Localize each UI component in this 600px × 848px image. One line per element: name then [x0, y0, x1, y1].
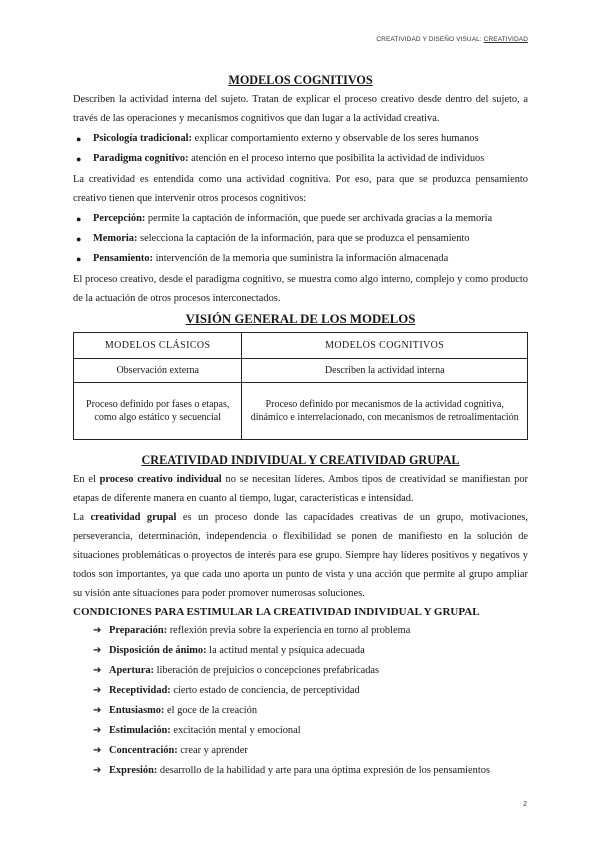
definition: desarrollo de la habilidad y arte para una óptima expresión de los pensamientos: [157, 765, 490, 776]
arrow-icon: ➔: [93, 685, 102, 696]
list-item: [73, 249, 528, 269]
term: Concentración:: [109, 745, 178, 756]
bullet-icon: ●: [76, 134, 82, 144]
list-item: [93, 761, 528, 781]
paragraph-creatividad-grupal: [73, 508, 528, 603]
list-item: [93, 701, 528, 721]
arrow-icon: ➔: [93, 765, 102, 776]
bullet-icon: ●: [76, 214, 82, 224]
bold-term: proceso creativo individual: [99, 474, 222, 485]
section-title-creatividad: CREATIVIDAD INDIVIDUAL Y CREATIVIDAD GRUPAL: [141, 453, 460, 467]
arrow-icon: ➔: [93, 665, 102, 676]
definition: cierto estado de conciencia, de perceptividad: [170, 685, 360, 696]
definition: intervención de la memoria que suministra la información almacenada: [153, 253, 449, 264]
definition: crear y aprender: [177, 745, 248, 756]
header-prefix: CREATIVIDAD Y DISEÑO VISUAL:: [376, 36, 484, 43]
list-item: [73, 229, 528, 249]
term: Entusiasmo:: [109, 705, 165, 716]
section-title-vision-general: VISIÓN GENERAL DE LOS MODELOS: [185, 312, 416, 326]
paragraph-creatividad-individual: [73, 470, 528, 508]
list-item: [93, 681, 528, 701]
paragraph-proceso-creativo: El proceso creativo, desde el paradigma cognitivo, se muestra como algo interno, complejo y como producto de la actuación de otros procesos interconectados.: [73, 274, 528, 304]
term: Expresión:: [109, 765, 158, 776]
term: Paradigma cognitivo:: [93, 153, 189, 164]
term: Receptividad:: [109, 685, 171, 696]
definition: atención en el proceso interno que posibilita la actividad de individuos: [188, 153, 485, 164]
bullet-icon: ●: [76, 254, 82, 264]
arrow-icon: ➔: [93, 645, 102, 656]
table-header-cell: MODELOS CLÁSICOS: [74, 333, 242, 359]
bold-term: creatividad grupal: [90, 512, 177, 523]
table-row: [74, 359, 528, 383]
text-run: La: [73, 512, 91, 523]
section-title-modelos-cognitivos: MODELOS COGNITIVOS: [228, 73, 373, 87]
definition: reflexión previa sobre la experiencia en torno al problema: [167, 625, 411, 636]
term: Apertura:: [109, 665, 155, 676]
definition: permite la captación de información, que puede ser archivada gracias a la memoria: [145, 213, 493, 224]
paragraph-creatividad-cognitiva: La creatividad es entendida como una actividad cognitiva. Por eso, para que se produzca pensamiento creativo tienen que intervenir otros procesos cognitivos:: [73, 174, 528, 204]
table-cell: Observación externa: [74, 359, 242, 383]
list-item: [93, 661, 528, 681]
text-run: En el: [73, 474, 100, 485]
list-item: [93, 641, 528, 661]
list-item: [93, 741, 528, 761]
conditions-list: [73, 621, 528, 781]
definition: excitación mental y emocional: [170, 725, 301, 736]
list-item: [73, 129, 528, 149]
table-header-cell: MODELOS COGNITIVOS: [242, 333, 528, 359]
text-run: es un proceso donde las capacidades creativas de un grupo, motivaciones, perseverancia, determinación, independencia o flexibilidad se ponen de manifiesto en la solución de situaciones problemáticas o proyectos de interés para ese grupo. Siempre hay líderes positivos y negativos y todos son importantes, ya que cada uno aporta un punto de vista y una acción que permite al grupo ampliar su visión ante situaciones para poder promover numerosas soluciones.: [73, 512, 529, 599]
arrow-icon: ➔: [93, 625, 102, 636]
bullet-icon: ●: [76, 234, 82, 244]
text-run: no se necesitan líderes. Ambos tipos de creatividad se manifiestan por etapas de diferente manera en cuanto al tiempo, lugar, características e intensidad.: [73, 474, 528, 504]
table-cell: Describen la actividad interna: [242, 359, 528, 383]
term: Percepción:: [93, 213, 146, 224]
page-number: 2: [523, 801, 527, 808]
term: Disposición de ánimo:: [109, 645, 207, 656]
list-item: [73, 149, 528, 169]
bullet-list-processes: [73, 209, 528, 269]
table-cell: Proceso definido por fases o etapas, como algo estático y secuencial: [74, 383, 242, 440]
term: Memoria:: [93, 233, 138, 244]
list-item: [93, 621, 528, 641]
arrow-icon: ➔: [93, 745, 102, 756]
header-link[interactable]: CREATIVIDAD: [483, 36, 528, 43]
definition: la actitud mental y psíquica adecuada: [206, 645, 365, 656]
table-row: [74, 383, 528, 440]
term: Pensamiento:: [93, 253, 154, 264]
bullet-icon: ●: [76, 154, 82, 164]
bullet-list-paradigms: [73, 129, 528, 169]
arrow-icon: ➔: [93, 705, 102, 716]
term: Estimulación:: [109, 725, 171, 736]
running-header: [376, 36, 528, 43]
definition: selecciona la captación de la información, para que se produzca el pensamiento: [137, 233, 470, 244]
subsection-title-condiciones: CONDICIONES PARA ESTIMULAR LA CREATIVIDAD INDIVIDUAL Y GRUPAL: [73, 606, 480, 618]
arrow-icon: ➔: [93, 725, 102, 736]
list-item: [93, 721, 528, 741]
page-content: [73, 70, 528, 781]
term: Psicología tradicional:: [93, 133, 192, 144]
definition: el goce de la creación: [164, 705, 258, 716]
definition: explicar comportamiento externo y observable de los seres humanos: [192, 133, 479, 144]
list-item: [73, 209, 528, 229]
table-cell: Proceso definido por mecanismos de la actividad cognitiva, dinámico e interrelacionado, con mecanismos de retroalimentación: [242, 383, 528, 440]
term: Preparación:: [109, 625, 168, 636]
comparison-table: [73, 332, 528, 440]
table-header-row: [74, 333, 528, 359]
definition: liberación de prejuicios o concepciones prefabricadas: [154, 665, 380, 676]
intro-paragraph: Describen la actividad interna del sujeto. Tratan de explicar el proceso creativo desde dentro del sujeto, a través de las operaciones y mecanismos cognitivos que dan lugar a la actividad creativa.: [73, 94, 528, 124]
